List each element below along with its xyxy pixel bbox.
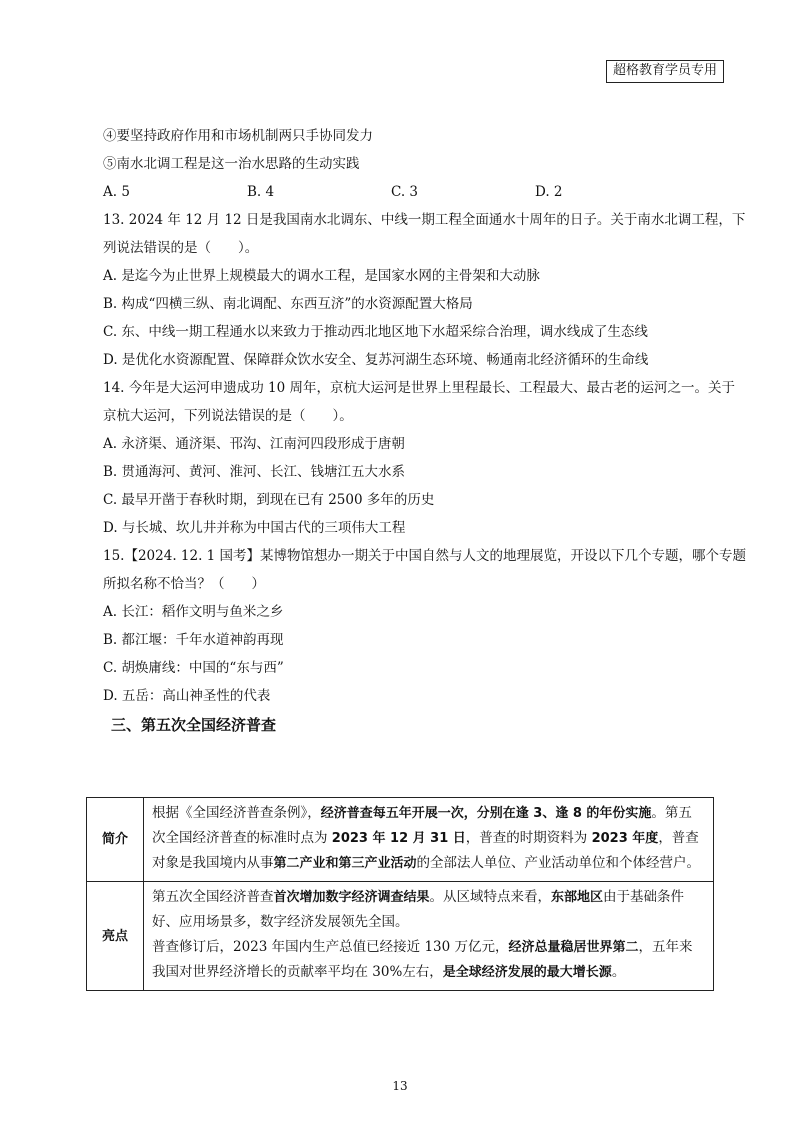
page-number: 13 [392, 1079, 408, 1093]
table-row-highlights [87, 882, 714, 991]
table-row-intro [87, 798, 714, 882]
q13-stem-line-2: 列说法错误的是（ ）。 [103, 240, 259, 256]
q13-option-d: D. 是优化水资源配置、保障群众饮水安全、复苏河湖生态环境、畅通南北经济循环的生命线 [103, 352, 649, 368]
q15-option-a: A. 长江：稻作文明与鱼米之乡 [103, 604, 284, 620]
section-title: 三、第五次全国经济普查 [111, 716, 277, 734]
census-info-table [86, 797, 714, 991]
q14-option-d: D. 与长城、坎儿井并称为中国古代的三项伟大工程 [103, 520, 406, 536]
q14-stem-line-2: 京杭大运河，下列说法错误的是（ ）。 [103, 408, 353, 424]
q15-option-b: B. 都江堰：千年水道神韵再现 [103, 632, 284, 648]
q15-option-d: D. 五岳：高山神圣性的代表 [103, 688, 271, 704]
question-content [103, 126, 747, 744]
q12-option-a: A. 5 [103, 184, 130, 200]
q15-stem-line-2: 所拟名称不恰当？（ ） [103, 576, 265, 592]
q14-option-c: C. 最早开凿于春秋时期，到现在已有 2500 多年的历史 [103, 492, 435, 508]
q13-option-c: C. 东、中线一期工程通水以来致力于推动西北地区地下水超采综合治理，调水线成了生态线 [103, 324, 648, 340]
intro-body: 根据《全国经济普查条例》，经济普查每五年开展一次，分别在逢 3、逢 8 的年份实施。第五次全国经济普查的标准时点为 2023 年 12 月 31 日，普查的时期资料为 2023 年度，普查对象是我国境内从事第二产业和第三产业活动的全部法人单位、产业活动单位和个体经营户。 [144, 798, 714, 882]
statement-4: ④要坚持政府作用和市场机制两只手协同发力 [103, 128, 373, 144]
exclusive-badge: 超格教育学员专用 [606, 60, 724, 83]
q14-option-a: A. 永济渠、通济渠、邗沟、江南河四段形成于唐朝 [103, 436, 405, 452]
q14-stem-line-1: 14. 今年是大运河申遗成功 10 周年，京杭大运河是世界上里程最长、工程最大、最古老的运河之一。关于 [103, 380, 736, 396]
q15-stem-line-1: 15.【2024. 12. 1 国考】某博物馆想办一期关于中国自然与人文的地理展览，开设以下几个专题，哪个专题 [103, 548, 747, 564]
q12-option-c: C. 3 [391, 184, 419, 200]
q12-option-b: B. 4 [247, 184, 275, 200]
q13-option-b: B. 构成“四横三纵、南北调配、东西互济”的水资源配置大格局 [103, 296, 473, 312]
highlights-body [144, 882, 714, 991]
q13-stem-line-1: 13. 2024 年 12 月 12 日是我国南水北调东、中线一期工程全面通水十周年的日子。关于南水北调工程，下 [103, 212, 746, 228]
q14-option-b: B. 贯通海河、黄河、淮河、长江、钱塘江五大水系 [103, 464, 406, 480]
q13-option-a: A. 是迄今为止世界上规模最大的调水工程，是国家水网的主骨架和大动脉 [103, 268, 540, 284]
q12-option-d: D. 2 [535, 184, 563, 200]
statement-5: ⑤南水北调工程是这一治水思路的生动实践 [103, 156, 360, 172]
intro-label: 简介 [87, 798, 144, 882]
q12-options [103, 182, 715, 203]
highlights-paragraph-2: 普查修订后，2023 年国内生产总值已经接近 130 万亿元，经济总量稳居世界第二，五年来我国对世界经济增长的贡献率平均在 30%左右，是全球经济发展的最大增长源。 [152, 939, 693, 980]
highlights-paragraph-1: 第五次全国经济普查首次增加数字经济调查结果。从区域特点来看，东部地区由于基础条件好、应用场景多，数字经济发展领先全国。 [152, 889, 685, 930]
highlights-label: 亮点 [87, 882, 144, 991]
q15-option-c: C. 胡焕庸线：中国的“东与西” [103, 660, 284, 676]
